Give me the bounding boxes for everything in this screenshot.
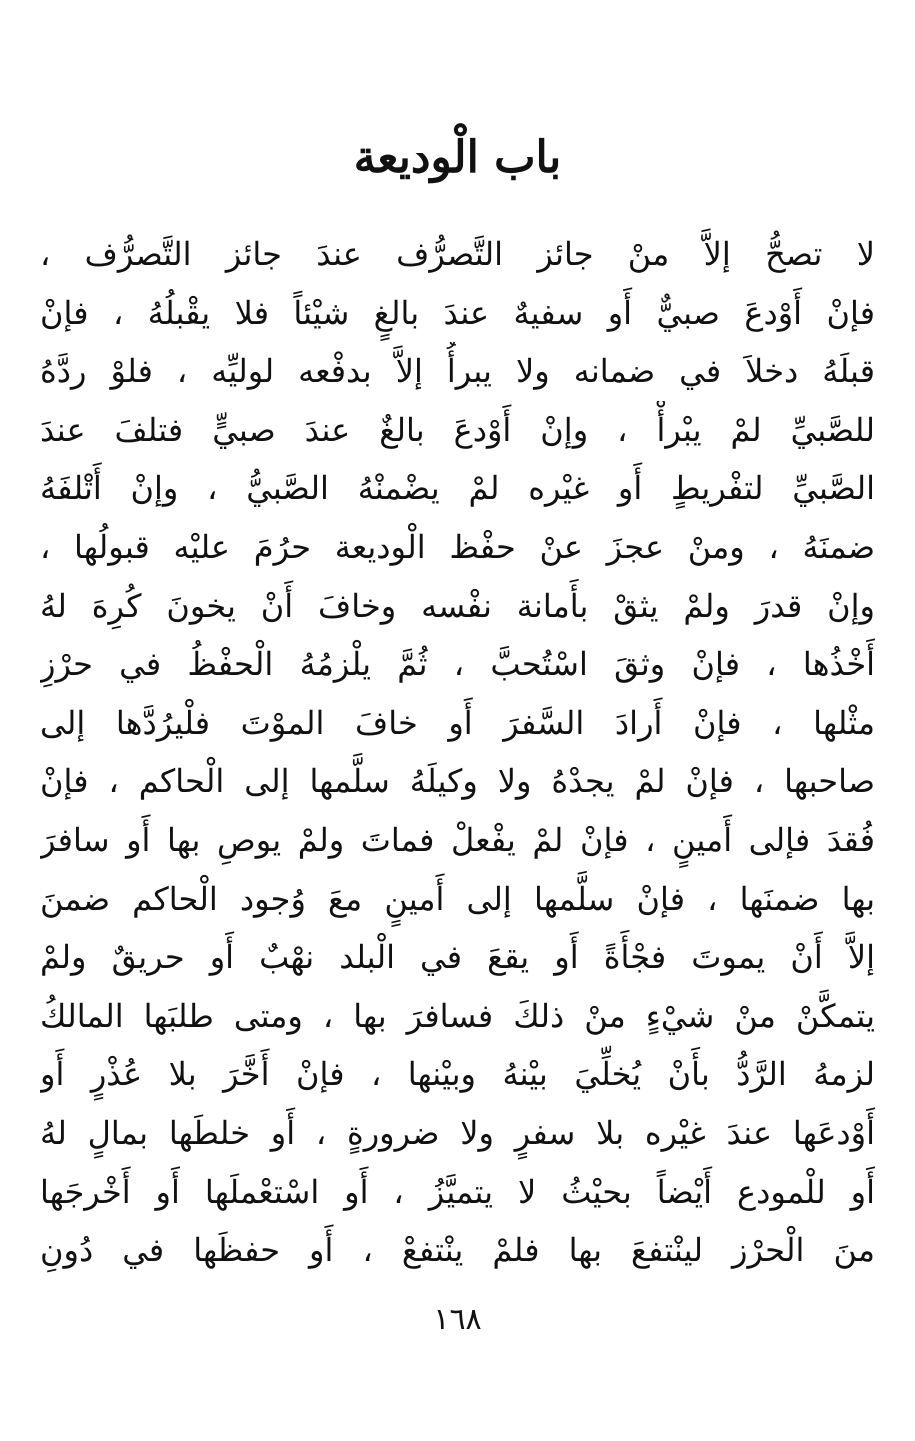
text-line: للصَّبيِّ لمْ يبْرأْ ، وإنْ أَوْدعَ بالغٌ عندَ صبيٍّ فتلفَ عندَ <box>40 410 875 449</box>
text-line: مثْلها ، فإنْ أَرادَ السَّفرَ أَو خافَ الموْتَ فلْيرُدَّها إلى <box>40 703 875 742</box>
page-number: ١٦٨ <box>433 1302 482 1337</box>
text-line: وإنْ قدرَ ولمْ يثقْ بأَمانة نفْسه وخافَ أَنْ يخونَ كُرِهَ لهُ <box>40 586 875 625</box>
body-text <box>40 225 875 1280</box>
text-line: قبلَهُ دخلاَ في ضمانه ولا يبرأُ إلاَّ بدفْعه لوليِّه ، فلوْ ردَّهُ <box>40 352 875 391</box>
text-line: صاحبها ، فإنْ لمْ يجدْهُ ولا وكيلَهُ سلَّمها إلى الْحاكم ، فإنْ <box>40 762 875 801</box>
text-line: فُقدَ فإلى أَمينٍ ، فإنْ لمْ يفْعلْ فماتَ ولمْ يوصِ بها أَو سافرَ <box>40 820 875 859</box>
text-line: لزمهُ الرَّدُّ بأَنْ يُخلِّيَ بيْنهُ وبيْنها ، فإنْ أَخَّرَ بلا عُذْرٍ أَو <box>40 1055 875 1094</box>
chapter-title: باب الْوديعة <box>353 132 562 183</box>
text-line: منَ الْحرْز لينْتفعَ بها فلمْ ينْتفعْ ، أَو حفظَها في دُونِ <box>40 1231 875 1270</box>
text-line: الصَّبيِّ لتفْريطٍ أَو غيْره لمْ يضْمنْهُ الصَّبيُّ ، وإنْ أَتْلفَهُ <box>40 469 875 508</box>
text-line: أَو للْمودع أَيْضاً بحيْثُ لا يتميَّزُ ، أَو اسْتعْملَها أَو أَخْرجَها <box>40 1172 875 1211</box>
text-line: يتمكَّنْ منْ شيْءٍ منْ ذلكَ فسافرَ بها ، ومتى طلبَها المالكُ <box>40 996 875 1035</box>
text-line: إلاَّ أَنْ يموتَ فجْأَةً أَو يقعَ في الْبلد نهْبٌ أَو حريقٌ ولمْ <box>40 938 875 977</box>
text-line: بها ضمنَها ، فإنْ سلَّمها إلى أَمينٍ معَ وُجود الْحاكم ضمنَ <box>40 879 875 918</box>
text-line: أَخْذُها ، فإنْ وثقَ اسْتُحبَّ ، ثُمَّ يلْزمُهُ الْحفْظُ في حرْزِ <box>40 645 875 684</box>
text-line: فإنْ أَوْدعَ صبيٌّ أَو سفيهٌ عندَ بالغٍ شيْئاً فلا يقْبلُهُ ، فإنْ <box>40 293 875 332</box>
text-line: أَوْدعَها عندَ غيْره بلا سفرٍ ولا ضرورةٍ ، أَو خلطَها بمالٍ لهُ <box>40 1113 875 1152</box>
text-line: لا تصحُّ إلاَّ منْ جائز التَّصرُّف عندَ جائز التَّصرُّف ، <box>40 235 875 273</box>
text-line: ضمنَهُ ، ومنْ عجزَ عنْ حفْظ الْوديعة حرُمَ عليْه قبولُها ، <box>40 527 875 566</box>
